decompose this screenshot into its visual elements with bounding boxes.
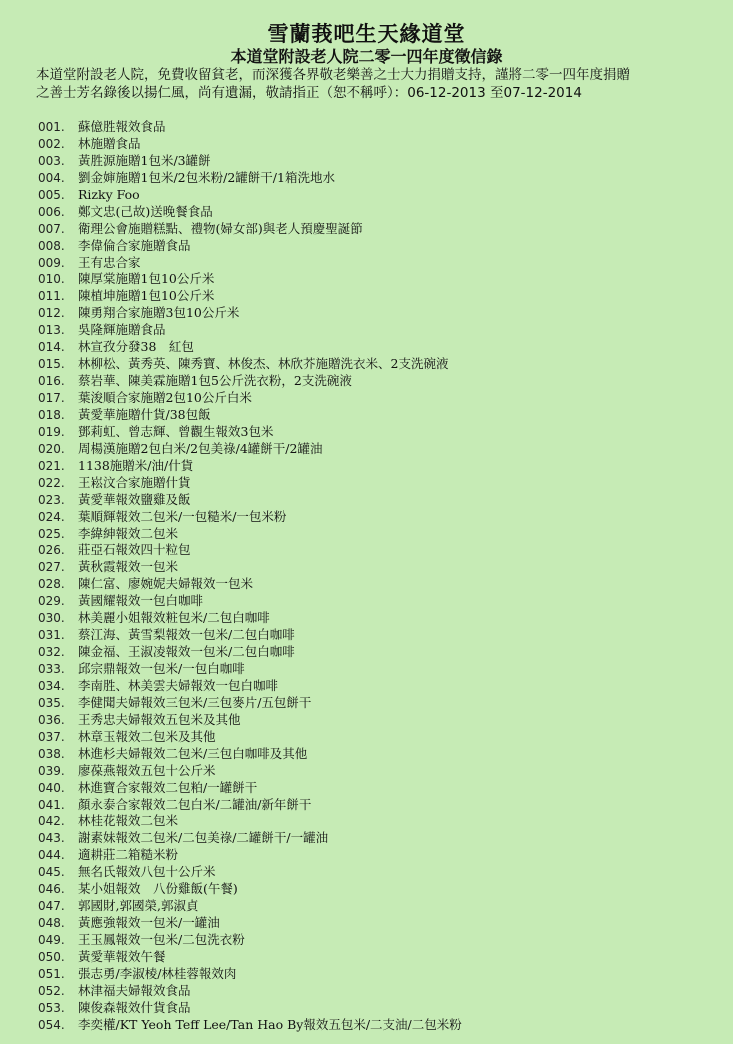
entry-number: 045. (38, 865, 65, 880)
entry-text: 王有忠合家 (78, 254, 141, 270)
list-item (38, 729, 718, 746)
entry-number: 003. (38, 153, 65, 168)
document-title: 雪蘭莪吧生天緣道堂 (267, 22, 466, 46)
entry-text: 顏永泰合家報效二包白米/二罐油/新年餅干 (78, 796, 312, 812)
entry-number: 051. (38, 966, 65, 981)
list-item (38, 813, 718, 830)
entry-number: 025. (38, 526, 65, 541)
entry-text: 陳俊森報效什貨食品 (78, 999, 191, 1015)
entry-text: 蔡岩華、陳美霖施贈1包5公斤洗衣粉，2支洗碗液 (78, 373, 352, 389)
entry-number: 036. (38, 712, 65, 727)
entry-number: 021. (38, 458, 65, 473)
entry-number: 005. (38, 187, 65, 202)
list-item (38, 221, 718, 238)
list-item (38, 966, 718, 983)
entry-text: 陳勇翔合家施贈3包10公斤米 (78, 305, 240, 321)
entry-text: 鄧莉虹、曾志輝、曾觀生報效3包米 (78, 423, 274, 439)
list-item (38, 255, 718, 272)
list-item (38, 695, 718, 712)
entry-number: 029. (38, 594, 65, 609)
list-item (38, 526, 718, 543)
list-item (38, 610, 718, 627)
list-item (38, 390, 718, 407)
entry-text: Rizky Foo (78, 186, 140, 202)
entry-text: 葉浚順合家施贈2包10公斤白米 (78, 390, 252, 405)
list-item (38, 1000, 718, 1017)
entry-number: 048. (38, 916, 65, 931)
list-item (38, 271, 718, 288)
entry-text: 陳仁富、廖婉妮夫婦報效一包米 (78, 576, 254, 592)
entry-text: 無名氏報效八包十公斤米 (78, 864, 216, 880)
intro-paragraph (36, 66, 716, 102)
entry-text: 李偉倫合家施贈食品 (78, 237, 191, 253)
list-item (38, 983, 718, 1000)
list-item (38, 797, 718, 814)
entry-number: 027. (38, 560, 65, 575)
donor-list (38, 119, 718, 1034)
entry-text: 林進寶合家報效二包粕/一罐餅干 (78, 779, 258, 795)
entry-text: 葉順輝報效二包米/一包糙米/一包米粉 (78, 508, 287, 524)
entry-number: 010. (38, 272, 65, 287)
entry-text: 王崧汶合家施贈什貨 (78, 474, 191, 490)
list-item (38, 238, 718, 255)
list-item (38, 136, 718, 153)
list-item (38, 847, 718, 864)
entry-number: 034. (38, 678, 65, 693)
entry-text: 適耕莊二箱糙米粉 (78, 847, 179, 863)
list-item (38, 712, 718, 729)
entry-number: 028. (38, 577, 65, 592)
list-item (38, 305, 718, 322)
entry-number: 043. (38, 831, 65, 846)
entry-number: 046. (38, 882, 65, 897)
entry-number: 006. (38, 204, 65, 219)
list-item (38, 661, 718, 678)
entry-text: 黃愛華施贈什貨/38包飯 (78, 406, 211, 422)
entry-text: 王玉鳳報效一包米/二包洗衣粉 (78, 932, 245, 947)
entry-text: 李緯紳報效二包米 (78, 525, 179, 541)
entry-number: 024. (38, 509, 65, 524)
entry-number: 047. (38, 899, 65, 914)
entry-text: 李健聞夫婦報效三包米/三包麥片/五包餅干 (78, 694, 312, 710)
entry-text: 劉金婶施贈1包米/2包米粉/2罐餅干/1箱洗地水 (78, 169, 335, 185)
entry-text: 黃秋霞報效一包米 (78, 559, 179, 575)
list-item (38, 763, 718, 780)
entry-number: 030. (38, 611, 65, 626)
entry-number: 023. (38, 492, 65, 507)
list-item (38, 864, 718, 881)
entry-text: 李南胜、林美雲夫婦報效一包白咖啡 (78, 677, 279, 693)
entry-text: 吳隆輝施贈食品 (78, 322, 166, 338)
list-item (38, 559, 718, 576)
intro-line-2: 之善士芳名錄後以揚仁風，尚有遺漏，敬請指正（恕不稱呼）：06-12-2013 至07-12-2014 (36, 85, 582, 101)
entry-text: 陳厚棠施贈1包10公斤米 (78, 271, 215, 287)
entry-number: 011. (38, 289, 65, 304)
list-item (38, 204, 718, 221)
entry-number: 042. (38, 814, 65, 829)
list-item (38, 1017, 718, 1034)
list-item (38, 187, 718, 204)
entry-number: 041. (38, 797, 65, 812)
list-item (38, 407, 718, 424)
list-item (38, 322, 718, 339)
intro-line-1: 本道堂附設老人院，免費收留貧老，而深獲各界敬老樂善之士大力捐贈支持，謹將二零一四年度捐贈 (36, 67, 630, 83)
entry-text: 林津福夫婦報效食品 (78, 982, 191, 998)
list-item (38, 949, 718, 966)
entry-number: 002. (38, 136, 65, 151)
entry-text: 蘇億胜報效食品 (78, 119, 166, 134)
entry-text: 謝素妹報效二包米/二包美祿/二罐餅干/一罐油 (78, 830, 329, 846)
entry-text: 張志勇/李淑棱/林桂蓉報效肉 (78, 965, 237, 981)
entry-text: 林章玉報效二包米及其他 (78, 728, 216, 744)
entry-text: 黃國耀報效一包白咖啡 (78, 593, 204, 609)
entry-text: 陳植坤施贈1包10公斤米 (78, 288, 215, 304)
entry-text: 黃應強報效一包米/一罐油 (78, 915, 220, 931)
list-item (38, 881, 718, 898)
entry-number: 032. (38, 645, 65, 660)
entry-text: 1138施贈米/油/什貨 (78, 457, 194, 473)
entry-number: 054. (38, 1017, 65, 1032)
entry-number: 001. (38, 120, 65, 134)
list-item (38, 644, 718, 661)
list-item (38, 915, 718, 932)
list-item (38, 678, 718, 695)
entry-number: 052. (38, 983, 65, 998)
entry-number: 031. (38, 628, 65, 643)
entry-number: 013. (38, 323, 65, 338)
list-item (38, 153, 718, 170)
entry-text: 邱宗鼎報效一包米/一包白咖啡 (78, 661, 245, 676)
entry-number: 044. (38, 848, 65, 863)
entry-number: 050. (38, 949, 65, 964)
entry-number: 015. (38, 357, 65, 372)
entry-text: 衛理公會施贈糕點、禮物(婦女部)與老人預慶聖誕節 (78, 220, 363, 236)
list-item (38, 780, 718, 797)
entry-number: 009. (38, 255, 65, 270)
entry-number: 004. (38, 170, 65, 185)
list-item (38, 542, 718, 559)
list-item (38, 898, 718, 915)
entry-text: 李奕權/KT Yeoh Teff Lee/Tan Hao By報效五包米/二支油/二包米粉 (78, 1016, 462, 1032)
entry-text: 林進杉夫婦報效二包米/三包白咖啡及其他 (78, 745, 308, 761)
list-item (38, 288, 718, 305)
entry-number: 022. (38, 475, 65, 490)
entry-number: 040. (38, 780, 65, 795)
list-item (38, 356, 718, 373)
entry-number: 014. (38, 340, 65, 355)
entry-text: 郭國財,郭國榮,郭淑貞 (78, 898, 199, 914)
list-item (38, 373, 718, 390)
entry-text: 黃愛華報效鹽雞及飯 (78, 491, 191, 507)
entry-text: 黃胜源施贈1包米/3罐餅 (78, 152, 211, 168)
entry-text: 黃愛華報效午餐 (78, 948, 166, 964)
list-item (38, 170, 718, 187)
entry-text: 周楊漢施贈2包白米/2包美祿/4罐餅干/2罐油 (78, 440, 323, 456)
list-item (38, 492, 718, 509)
entry-text: 林施贈食品 (78, 135, 141, 151)
entry-text: 陳金福、王淑凌報效一包米/二包白咖啡 (78, 644, 295, 660)
entry-number: 035. (38, 695, 65, 710)
entry-number: 053. (38, 1000, 65, 1015)
list-item (38, 339, 718, 356)
list-item (38, 627, 718, 644)
list-item (38, 593, 718, 610)
entry-text: 林柳松、黃秀英、陳秀寶、林俊杰、林欣芥施贈洗衣米、2支洗碗液 (78, 356, 449, 372)
list-item (38, 830, 718, 847)
entry-number: 012. (38, 306, 65, 321)
list-item (38, 475, 718, 492)
entry-number: 033. (38, 662, 65, 676)
entry-number: 037. (38, 729, 65, 744)
entry-text: 莊亞石報效四十粒包 (78, 542, 191, 558)
entry-text: 林美麗小姐報效粧包米/二包白咖啡 (78, 610, 270, 626)
entry-number: 049. (38, 933, 65, 947)
entry-number: 017. (38, 391, 65, 405)
entry-number: 039. (38, 763, 65, 778)
entry-text: 廖葆燕報效五包十公斤米 (78, 762, 216, 778)
document-subtitle: 本道堂附設老人院二零一四年度徵信錄 (230, 47, 503, 66)
entry-text: 某小姐報效 八份雞飯(午餐) (78, 881, 238, 897)
entry-text: 林宣孜分發38 紅包 (78, 339, 194, 355)
list-item (38, 576, 718, 593)
entry-number: 038. (38, 746, 65, 761)
list-item (38, 932, 718, 949)
list-item (38, 746, 718, 763)
list-item (38, 509, 718, 526)
entry-number: 018. (38, 407, 65, 422)
list-item (38, 424, 718, 441)
list-item (38, 458, 718, 475)
entry-text: 鄭文忠(己故)送晚餐食品 (78, 203, 213, 219)
entry-text: 林桂花報效二包米 (78, 813, 179, 829)
entry-number: 008. (38, 238, 65, 253)
entry-text: 蔡江海、黃雪梨報效一包米/二包白咖啡 (78, 627, 295, 643)
entry-text: 王秀忠夫婦報效五包米及其他 (78, 711, 241, 727)
list-item (38, 441, 718, 458)
list-item (38, 119, 718, 136)
entry-number: 007. (38, 221, 65, 236)
entry-number: 016. (38, 374, 65, 389)
entry-number: 019. (38, 424, 65, 439)
entry-number: 020. (38, 441, 65, 456)
entry-number: 026. (38, 543, 65, 558)
